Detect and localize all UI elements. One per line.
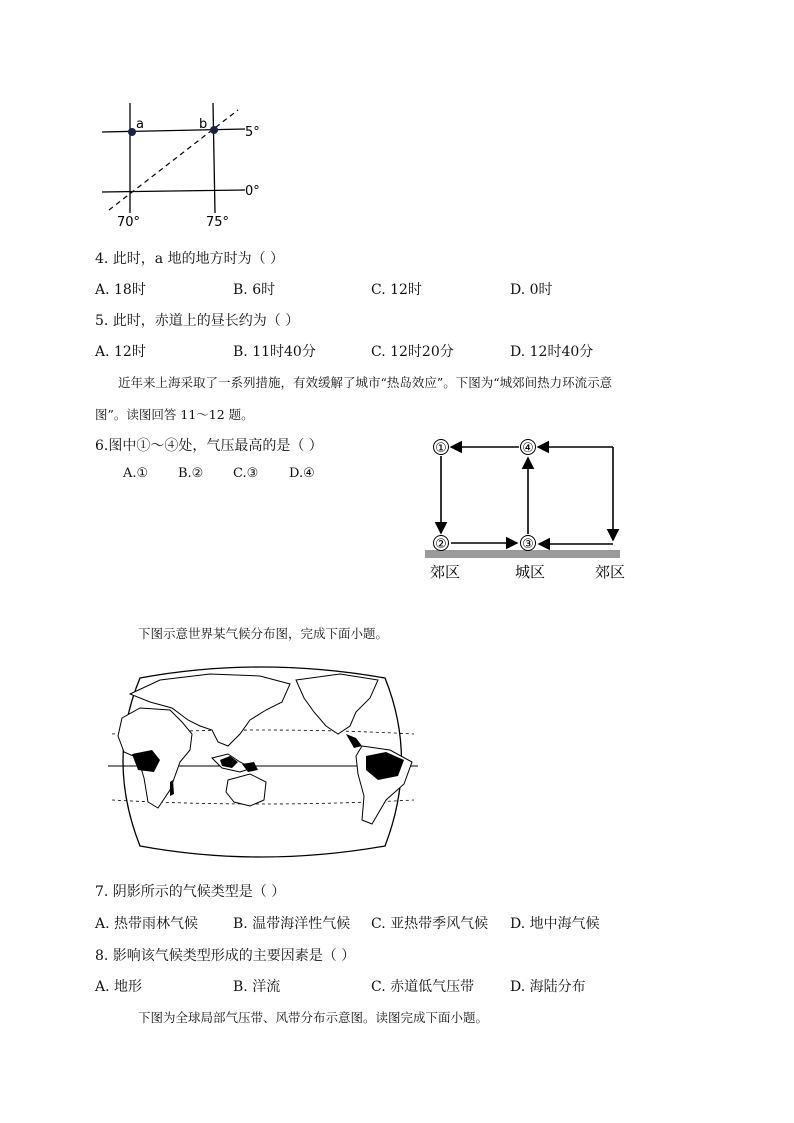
q4-option-d[interactable]: D. 0时	[510, 282, 553, 298]
q5-option-b[interactable]: B. 11时40分	[233, 344, 316, 360]
q6-option-d[interactable]: D.④	[289, 466, 315, 481]
q4-option-b[interactable]: B. 6时	[233, 282, 276, 298]
heat-island-intro-line-1: 近年来上海采取了一系列措施，有效缓解了城市“热岛效应”。下图为“城郊间热力环流示意	[118, 375, 613, 390]
node-4-label: ④	[522, 441, 534, 456]
q5-option-a[interactable]: A. 12时	[95, 344, 146, 360]
longitude-70-label: 70°	[117, 215, 141, 230]
question-6-stem: 6.图中①～④处，气压最高的是（ ）	[95, 438, 323, 454]
q5-option-d[interactable]: D. 12时40分	[510, 344, 594, 360]
question-8-stem: 8. 影响该气候类型形成的主要因素是（ ）	[95, 948, 356, 964]
suburb-right-label: 郊区	[594, 563, 626, 581]
q7-option-d[interactable]: D. 地中海气候	[510, 916, 600, 932]
q7-option-b[interactable]: B. 温带海洋性气候	[233, 916, 351, 932]
q8-option-a[interactable]: A. 地形	[95, 979, 143, 995]
point-b-label: b	[199, 117, 208, 132]
heat-circulation-diagram	[415, 430, 640, 585]
q4-option-c[interactable]: C. 12时	[371, 282, 422, 298]
q7-option-a[interactable]: A. 热带雨林气候	[95, 916, 199, 932]
world-climate-map	[100, 650, 425, 870]
latitude-longitude-diagram	[95, 98, 275, 233]
heat-island-intro-line-2: 图”。读图回答 11～12 题。	[95, 407, 254, 422]
point-a-marker	[128, 128, 136, 136]
latitude-5-label: 5°	[245, 125, 260, 140]
q6-option-c[interactable]: C.③	[233, 466, 259, 481]
suburb-left-label: 郊区	[429, 563, 461, 581]
urban-label: 城区	[514, 563, 546, 581]
q4-option-a[interactable]: A. 18时	[95, 282, 146, 298]
pressure-belts-intro: 下图为全球局部气压带、风带分布示意图。读图完成下面小题。	[138, 1010, 489, 1025]
point-b-marker	[210, 126, 218, 134]
q5-option-c[interactable]: C. 12时20分	[371, 344, 454, 360]
question-5-stem: 5. 此时，赤道上的昼长约为（ ）	[95, 313, 300, 329]
climate-map-intro: 下图示意世界某气候分布图，完成下面小题。	[138, 626, 389, 641]
q6-option-a[interactable]: A.①	[123, 466, 149, 481]
latitude-0-label: 0°	[245, 184, 260, 199]
node-3-label: ③	[522, 537, 534, 552]
q7-option-c[interactable]: C. 亚热带季风气候	[371, 916, 489, 932]
question-7-stem: 7. 阴影所示的气候类型是（ ）	[95, 884, 286, 900]
q8-option-d[interactable]: D. 海陆分布	[510, 979, 586, 995]
q6-option-b[interactable]: B.②	[178, 466, 204, 481]
node-2-label: ②	[435, 537, 447, 552]
q8-option-b[interactable]: B. 洋流	[233, 979, 281, 995]
q8-option-c[interactable]: C. 赤道低气压带	[371, 979, 475, 995]
longitude-75-label: 75°	[206, 215, 230, 230]
question-4-stem: 4. 此时，a 地的地方时为（ ）	[95, 251, 285, 267]
node-1-label: ①	[435, 441, 447, 456]
point-a-label: a	[136, 117, 144, 132]
